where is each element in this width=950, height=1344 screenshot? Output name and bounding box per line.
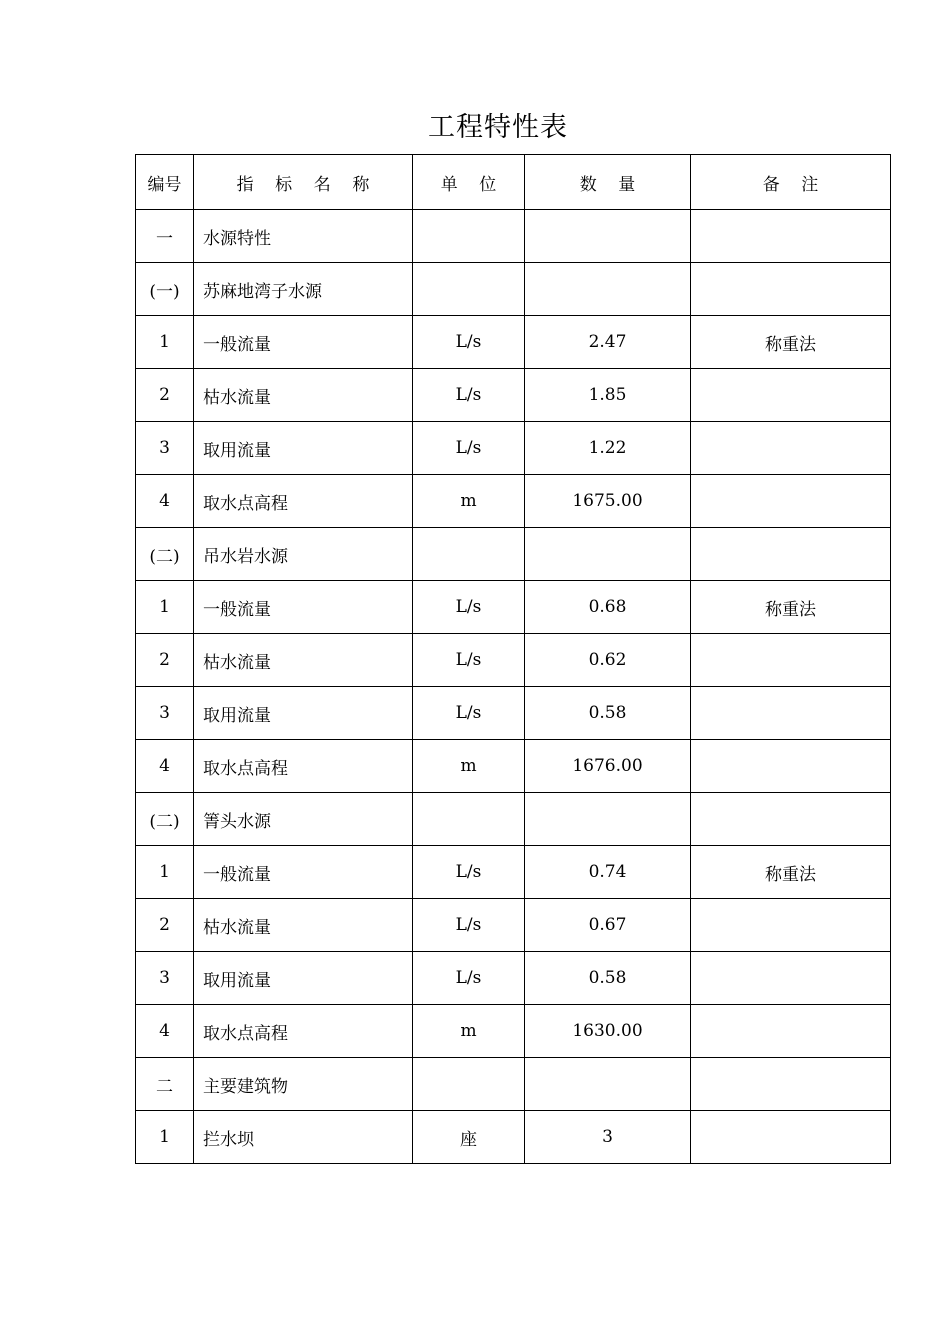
table-row (136, 210, 891, 263)
table-row (136, 687, 891, 740)
cell-name: 取用流量 (194, 952, 413, 1005)
table-row (136, 740, 891, 793)
cell-qty: 1675.00 (525, 475, 691, 528)
cell-unit (413, 210, 525, 263)
cell-unit: L/s (413, 581, 525, 634)
table-row (136, 263, 891, 316)
table-row (136, 475, 891, 528)
cell-name: 取水点高程 (194, 1005, 413, 1058)
cell-unit: L/s (413, 316, 525, 369)
cell-name: 苏麻地湾子水源 (194, 263, 413, 316)
cell-no: 2 (136, 899, 194, 952)
cell-note: 称重法 (691, 581, 891, 634)
cell-name: 枯水流量 (194, 634, 413, 687)
header-qty: 数 量 (525, 155, 691, 210)
cell-no: 4 (136, 740, 194, 793)
cell-note (691, 263, 891, 316)
cell-qty: 1.22 (525, 422, 691, 475)
cell-no: 3 (136, 422, 194, 475)
table-row (136, 369, 891, 422)
cell-note (691, 687, 891, 740)
table-row (136, 634, 891, 687)
cell-name: 一般流量 (194, 316, 413, 369)
cell-no: 3 (136, 952, 194, 1005)
cell-name: 水源特性 (194, 210, 413, 263)
cell-name: 吊水岩水源 (194, 528, 413, 581)
cell-note (691, 210, 891, 263)
cell-qty (525, 210, 691, 263)
header-no: 编号 (136, 155, 194, 210)
cell-qty: 1676.00 (525, 740, 691, 793)
cell-name: 一般流量 (194, 846, 413, 899)
cell-qty: 0.62 (525, 634, 691, 687)
cell-note (691, 369, 891, 422)
cell-name: 主要建筑物 (194, 1058, 413, 1111)
cell-note: 称重法 (691, 316, 891, 369)
cell-name: 箐头水源 (194, 793, 413, 846)
table-row (136, 952, 891, 1005)
cell-unit: m (413, 1005, 525, 1058)
cell-name: 枯水流量 (194, 899, 413, 952)
cell-note (691, 740, 891, 793)
cell-no: 二 (136, 1058, 194, 1111)
cell-note (691, 422, 891, 475)
cell-note (691, 1005, 891, 1058)
cell-note (691, 1111, 891, 1164)
table-body (136, 210, 891, 1164)
cell-qty: 0.74 (525, 846, 691, 899)
cell-unit: L/s (413, 422, 525, 475)
table-row (136, 422, 891, 475)
table-row (136, 899, 891, 952)
table-row (136, 528, 891, 581)
table-row (136, 1005, 891, 1058)
cell-name: 取水点高程 (194, 475, 413, 528)
cell-no: 4 (136, 1005, 194, 1058)
cell-note (691, 475, 891, 528)
cell-name: 取水点高程 (194, 740, 413, 793)
cell-unit: L/s (413, 634, 525, 687)
cell-qty: 0.68 (525, 581, 691, 634)
table-header-row (136, 155, 891, 210)
cell-no: (一) (136, 263, 194, 316)
cell-qty: 0.58 (525, 952, 691, 1005)
cell-qty: 3 (525, 1111, 691, 1164)
cell-note (691, 634, 891, 687)
cell-unit: L/s (413, 952, 525, 1005)
cell-qty: 0.67 (525, 899, 691, 952)
cell-name: 拦水坝 (194, 1111, 413, 1164)
cell-unit: L/s (413, 846, 525, 899)
cell-no: 一 (136, 210, 194, 263)
table-row (136, 1111, 891, 1164)
cell-note (691, 899, 891, 952)
cell-unit: m (413, 475, 525, 528)
table-row (136, 1058, 891, 1111)
cell-no: 2 (136, 634, 194, 687)
cell-qty (525, 263, 691, 316)
cell-unit: 座 (413, 1111, 525, 1164)
cell-unit (413, 793, 525, 846)
cell-name: 取用流量 (194, 422, 413, 475)
table-row (136, 581, 891, 634)
cell-note (691, 952, 891, 1005)
cell-qty: 1630.00 (525, 1005, 691, 1058)
cell-unit (413, 1058, 525, 1111)
cell-unit: m (413, 740, 525, 793)
cell-no: (二) (136, 528, 194, 581)
header-name: 指 标 名 称 (194, 155, 413, 210)
cell-unit: L/s (413, 899, 525, 952)
cell-qty (525, 1058, 691, 1111)
table-row (136, 846, 891, 899)
table-row (136, 316, 891, 369)
cell-note: 称重法 (691, 846, 891, 899)
engineering-spec-table (135, 154, 891, 1164)
cell-qty (525, 793, 691, 846)
cell-note (691, 1058, 891, 1111)
cell-unit: L/s (413, 687, 525, 740)
page-title: 工程特性表 (428, 112, 568, 143)
cell-qty: 2.47 (525, 316, 691, 369)
cell-no: 4 (136, 475, 194, 528)
cell-qty: 1.85 (525, 369, 691, 422)
cell-qty: 0.58 (525, 687, 691, 740)
cell-no: 3 (136, 687, 194, 740)
header-note: 备 注 (691, 155, 891, 210)
cell-note (691, 528, 891, 581)
cell-unit (413, 528, 525, 581)
cell-name: 枯水流量 (194, 369, 413, 422)
cell-unit (413, 263, 525, 316)
cell-no: 1 (136, 846, 194, 899)
header-unit: 单 位 (413, 155, 525, 210)
cell-no: (二) (136, 793, 194, 846)
cell-no: 1 (136, 581, 194, 634)
cell-no: 1 (136, 1111, 194, 1164)
cell-qty (525, 528, 691, 581)
cell-no: 1 (136, 316, 194, 369)
cell-name: 一般流量 (194, 581, 413, 634)
table-row (136, 793, 891, 846)
cell-no: 2 (136, 369, 194, 422)
cell-note (691, 793, 891, 846)
cell-unit: L/s (413, 369, 525, 422)
cell-name: 取用流量 (194, 687, 413, 740)
